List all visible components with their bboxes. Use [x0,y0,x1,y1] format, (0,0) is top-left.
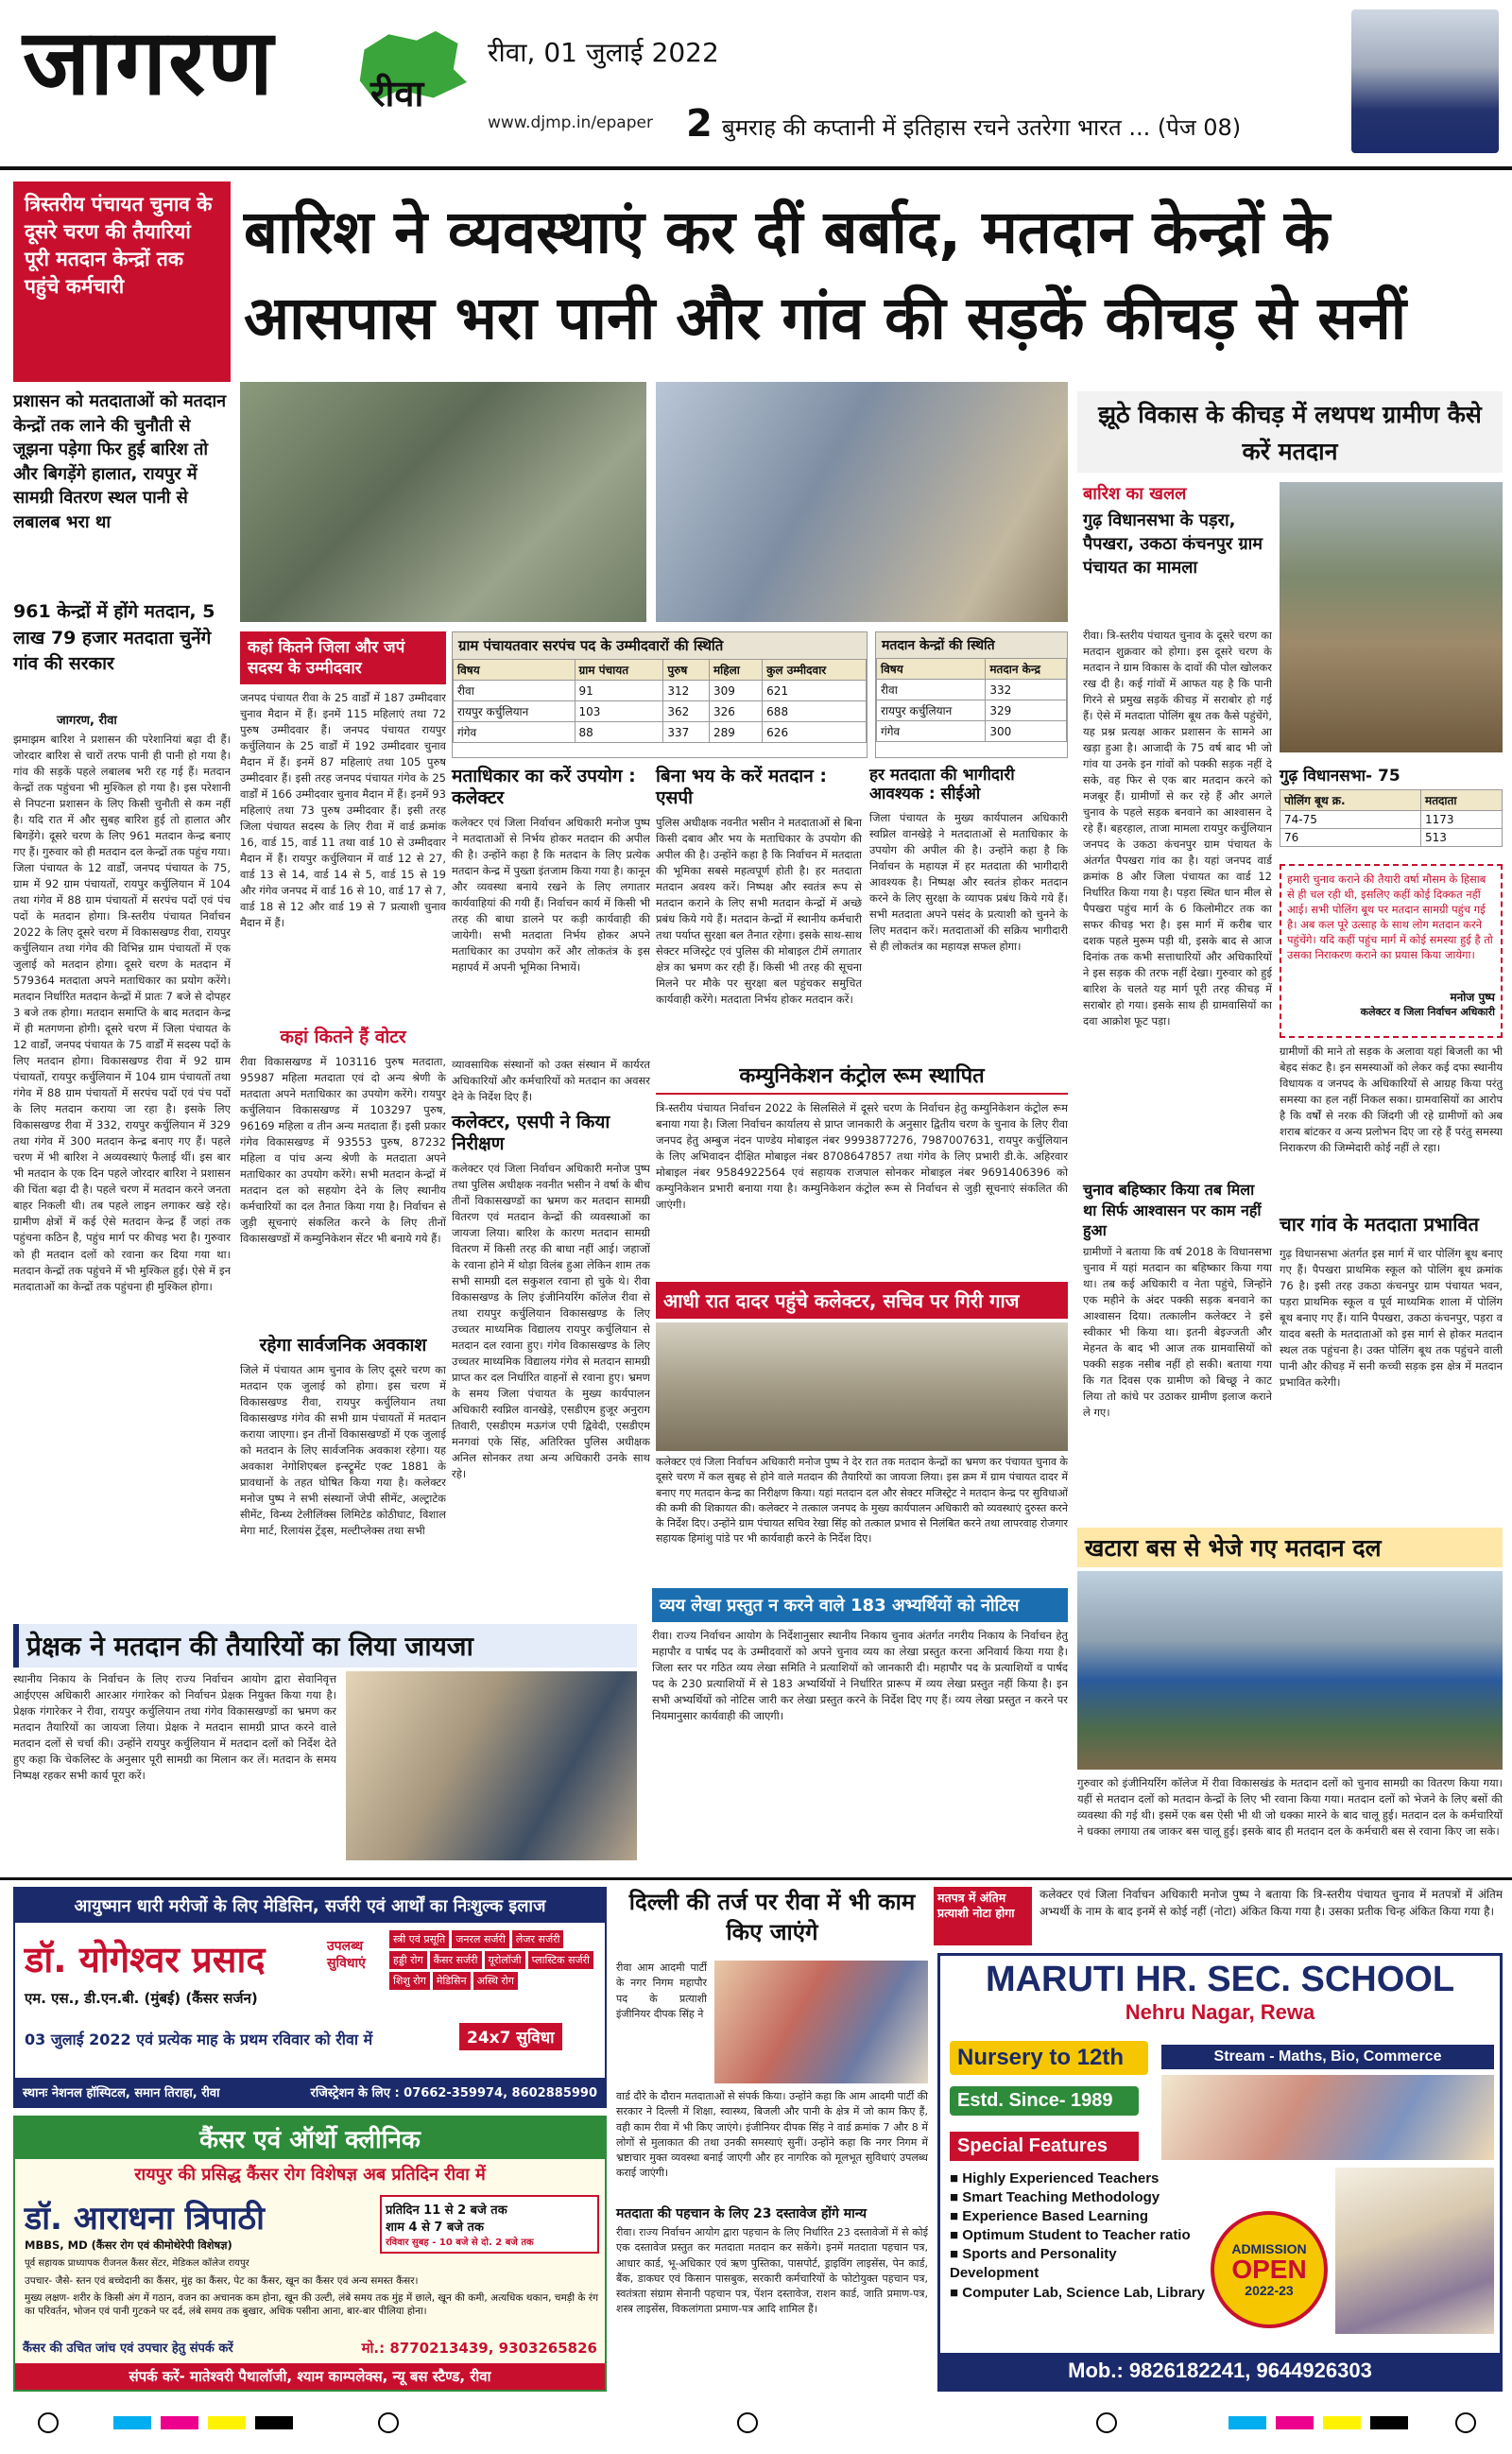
th: पोलिंग बूथ क्र. [1280,790,1421,811]
sidebar-body-2: ग्रामीणों की माने तो सड़क के अलावा यहां बिजली का भी बेहद संकट है। इन समस्याओं को लेकर कई दफा स्थानीय विधायक व जनपद के अधिकारियों से आग्रह किया परंतु समस्या का हल नहीं निकल सका। ग्रामवासियों का आरोप है कि वर्षों से नरक की जिंदगी जी रहे ग्रामीणों को अब शराब बांटकर व अन्य प्रलोभन दिए जा रहे हैं परंतु समस्या निराकरण की जिम्मेदारी कोई नहीं ले रहा। [1280,1045,1503,1155]
collector-story-title: मताधिकार का करें उपयोग : कलेक्टर [452,766,636,808]
table-row [1280,829,1503,847]
th: महिला [709,660,762,681]
cell: 309 [709,681,762,701]
ceo-story-title: हर मतदाता की भागीदारी आवश्यक : सीईओ [869,766,1015,804]
holiday-box-title: रहेगा सार्वजनिक अवकाश [259,1335,427,1356]
website[interactable]: www.djmp.in/epaper [488,113,653,132]
cell: 513 [1421,829,1503,847]
th: ग्राम पंचायत [575,660,663,681]
cell: गंगेव [877,721,986,742]
cell: गंगेव [454,722,576,743]
lead-deck: प्रशासन को मतदाताओं को मतदान केन्द्रों तक लाने की चुनौती से जूझना पड़ेगा फिर हुई बारिश तो और बिगड़ेंगे हालात, रायपुर में सामग्री वितरण स्थल पानी से लबालब भरा था [13,391,227,532]
ad-cancer-title: कैंसर एवं ऑर्थो क्लीनिक [15,2117,605,2159]
ad-cancer-contact: कैंसर की उचित जांच एवं उपचार हेतु संपर्क करें [23,2342,233,2356]
service-tag: स्त्री एवं प्रसूति [389,1930,449,1948]
service-tag: मेडिसिन [433,1972,471,1990]
cell: रायपुर कर्चुलियान [877,700,986,721]
ad-cancer-sub: रायपुर की प्रसिद्ध कैंसर रोग विशेषज्ञ अब प्रतिदिन रीवा में [134,2165,486,2185]
sarpanch-table-title: ग्राम पंचायतवार सरपंच पद के उम्मीदवारों की स्थिति [453,632,867,659]
table-row [1280,811,1503,829]
sidebar-title: झूठे विकास के कीचड़ में लथपथ ग्रामीण कैसे करें मतदान [1077,391,1503,473]
leave-continued: व्यावसायिक संस्थानों को उक्त संस्थान में कार्यरत अधिकारियों और कर्मचारियों को मतदान का अवसर देने के निर्देश दिए हैं। [452,1058,650,1104]
ceo-story [869,766,1068,1049]
sidebar-table-box [1280,764,1503,856]
cell: 300 [986,721,1067,742]
ad-school-grades: Nursery to 12th [950,2041,1148,2075]
ad-cancer-name: डॉ. आराधना त्रिपाठी [25,2200,265,2238]
sidebar-quote-by: मनोज पुष्प [1450,991,1495,1004]
delhi-side: रीवा आम आदमी पार्टी के नगर निगम महापौर पद के प्रत्याशी इंजीनियर दीपक सिंह ने [616,1961,707,2020]
ad-cancer-treat: उपचार- जैसे- स्तन एवं बच्चेदानी का कैंसर, मुंह का कैंसर, पेट का कैंसर, खून का कैंसर एवं अन्य समस्त कैंसर। [25,2275,419,2287]
th: मतदाता [1421,790,1503,811]
ad-school-features [950,2169,1205,2303]
observer-body: स्थानीय निकाय के निर्वाचन के लिए राज्य निर्वाचन आयोग द्वारा सेवानिवृत्त आईएएस अधिकारी आरआर गंगारेकर को निर्वाचन प्रेक्षक नियुक्त किया गया है। प्रेक्षक गंगारेकर ने रीवा, रायपुर कर्चुलियान तथा गंगेव विकासखण्डों का भ्रमण कर मतदान तैयारियों का जायजा लिया। प्रेक्षक ने मतदान सामग्री प्राप्त करने वाले मतदान दलों से चर्चा की। उन्होंने रायपुर कर्चुलियान में मतदान दलों को निर्देश देते हुए कहा कि चेकलिस्ट के अनुसार पूरी सामग्री का मिलान कर लें। मतदान के समय निष्पक्ष रहकर सभी कार्य पूरा करें। [13,1672,336,1783]
sidebar-quote: हमारी चुनाव कराने की तैयारी वर्षा मौसम के हिसाब से ही चल रही थी, इसलिए कहीं कोई दिक्कत नहीं आई। सभी पोलिंग बूथ पर मतदान सामग्री पहुंच गई है। अब कल पूरे उत्साह के साथ लोग मतदान करने पहुंचेंगे। यदि कहीं पहुंच मार्ग में कोई समस्या हुई है तो उसका निराकरण कराने का प्रयास किया जायेगा। [1287,873,1493,962]
sidebar-tag: बारिश का खलल [1083,484,1187,504]
control-room-body: त्रि-स्तरीय पंचायत निर्वाचन 2022 के सिलसिले में दूसरे चरण के निर्वाचन हेतु कम्युनिकेशन कंट्रोल रूम बनाया गया है। जिला निर्वाचन कार्यालय से प्राप्त जानकारी के अनुसार द्वितीय चरण के चुनाव के लिए रीवा जनपद हेतु अम्बुज नंदन पाण्डेय मोबाइल नंबर 9993877276, 7987007631, रायपुर कर्चुलियान के लिए अभिवादन दीक्षित मोबाइल नंबर 8708647857 तथा गंगेव के लिए प्रभारी डी.के. अहिरवार मोबाइल नंबर 9584922564 एवं सहायक राजपाल सोनकर मोबाइल नंबर 9691406396 को कम्युनिकेशन प्रभारी बनाया गया है। कम्युनिकेशन कंट्रोल रूम से निर्वाचन से जुड़ी सूचनाएं संकलित की जाएंगी। [656,1101,1068,1212]
lead-headline-line-1: बारिश ने व्यवस्थाएं कर दीं बर्बाद, मतदान केन्द्रों के [244,198,1331,267]
ad-school-estd: Estd. Since- 1989 [950,2086,1139,2116]
ad-doctor-phone[interactable]: रजिस्ट्रेशन के लिए : 07662-359974, 8602885990 [310,2086,597,2100]
delhi-title: दिल्ली की तर्ज पर रीवा में भी काम किए जाएंगे [628,1889,916,1946]
ad-school-session: 2022-23 [1245,2283,1294,2298]
ad-cancer-contact-row [15,2337,605,2359]
feature-item: ■ Optimum Student to Teacher ratio [950,2227,1191,2244]
table-row [877,721,1067,742]
cell: 312 [663,681,710,701]
holiday-box [240,1335,446,1577]
sidebar-deck: गुढ़ विधानसभा के पड़रा, पैपखरा, उकठा कंचनपुर ग्राम पंचायत का मामला [1083,510,1263,579]
table-row [877,680,1067,700]
ad-cancer-symptoms: मुख्य लक्षण- शरीर के किसी अंग में गठान, वजन का अचानक कम होना, खून की उल्टी, लंबे समय तक मुंह में छाले, खून की कमी, अत्यधिक थकान, चमड़ी के रंग का परिवर्तन, भोजन एवं पानी गुटकने पर दर्द, लंबे समय तक बुखार, अधिक पसीना आना, बार-बार पीलिया होना। [25,2292,599,2318]
ad-school-location: Nehru Nagar, Rewa [1125,2000,1315,2024]
centers-table [876,658,1067,742]
cell: 289 [709,722,762,743]
cell: 362 [663,701,710,722]
cell: 88 [575,722,663,743]
midnight-photo [656,1322,1068,1451]
th: विषय [877,659,986,680]
service-tag: शिशु रोग [389,1972,430,1990]
nota-box [934,1887,1503,1945]
sp-story-title: बिना भय के करें मतदान : एसपी [656,766,827,808]
inspection-title: कलेक्टर, एसपी ने किया निरीक्षण [452,1112,610,1154]
ad-school-photo-2 [1335,2168,1494,2334]
bus-caption: गुरुवार को इंजीनियरिंग कॉलेज में रीवा विकासखंड के मतदान दलों को चुनाव सामग्री का वितरण किया गया। यहीं से मतदान दलों को मतदान केन्द्रों के लिए भी रवाना किया गया। मतदान दलों को भेजने के लिए बसों की व्यवस्था की गई थी। इसमें एक बस ऐसी भी थी जो धक्का मारने के बाद चालू हुई। मतदान दल के कर्मचारियों ने धक्का लगाया तब जाकर बस चालू हुई। इसके बाद ही मतदान दल के कर्मचारी बस से रवाना किए जा सके। [1077,1776,1503,1839]
ad-cancer-degree: MBBS, MD (कैंसर रोग एवं कीमोथेरेपी विशेषज्ञ) [25,2238,232,2252]
th: पुरुष [663,660,710,681]
delhi-story [616,1887,928,2392]
page-number: 2 [686,102,713,146]
table-row [877,700,1067,721]
lead-headline-line-2: आसपास भरा पानी और गांव की सड़कें कीचड़ से सनीं [244,284,1407,354]
feature-item: ■ Highly Experienced Teachers [950,2170,1160,2186]
ad-cancer-timing [380,2195,599,2254]
bus-story [1077,1528,1503,1898]
midnight-story [656,1282,1068,1579]
delhi-photo [714,1961,928,2083]
lead-photo-2 [656,382,1068,622]
voters-box-title: कहां कितने हैं वोटर [280,1027,406,1047]
print-color-bar [0,2407,1512,2443]
lead-kicker: त्रिस्तरीय पंचायत चुनाव के दूसरे चरण की तैयारियां पूरी मतदान केन्द्रों तक पहुंचे कर्मचारी [13,181,231,382]
lead-byline: जागरण, रीवा [57,714,117,728]
ad-doctor-address: स्थानः नेशनल हॉस्पिटल, समान तिराहा, रीवा [23,2086,220,2100]
ad-school-features-title: Special Features [950,2132,1139,2161]
delhi-body: वार्ड दौरे के दौरान मतदाताओं से संपर्क किया। उन्होंने कहा कि आम आदमी पार्टी की सरकार ने दिल्ली में शिक्षा, स्वास्थ्य, बिजली और पानी के क्षेत्र में जो काम किए हैं, वही काम रीवा में भी किए जाएंगे। इंजीनियर दीपक सिंह ने वार्ड क्रमांक 7 और 8 में लोगों से मुलाकात की तथा उनकी समस्याएं सुनीं। उन्होंने कहा कि नगर निगम में भ्रष्टाचार मुक्त व्यवस्था बनाई जाएगी और हर नागरिक को मूलभूत सुविधाएं उपलब्ध कराई जाएंगी। [616,2090,928,2180]
ad-cancer-timing-1: प्रतिदिन 11 से 2 बजे तक [386,2203,507,2218]
ad-school-admission: ADMISSION [1231,2241,1307,2256]
sidebar-body-4: गुढ़ विधानसभा अंतर्गत इस मार्ग में चार पोलिंग बूथ बनाए गए हैं। पैपखरा प्राथमिक स्कूल को पोलिंग बूथ क्रमांक 76 है। इसी तरह उकठा कंचनपुर ग्राम पंचायत भवन, पड़रा प्राथमिक स्कूल व पूर्व माध्यमिक शाला में पोलिंग बूथ बनाए गए हैं। यानि पैपखरा, उकठा कंचनपुर, पड़रा व यादव बस्ती के मतदाताओं को इस मार्ग से होकर मतदान स्थल तक पहुंचना है। उक्त पोलिंग बूथ तक पहुंचने वाली पानी और कीचड़ में सनी कच्ची सड़क इस क्षेत्र में मतदान प्रभावित करेगी। [1280,1247,1503,1390]
ad-cancer-phone[interactable]: मो.: 8770213439, 9303265826 [361,2340,597,2357]
th: विषय [454,660,576,681]
collector-story [452,766,650,1049]
teaser-photo [1351,9,1499,153]
lead-headline [244,189,1503,374]
sidebar-table [1280,789,1503,847]
cell: रायपुर कर्चुलियान [454,701,576,722]
notice-title: व्यय लेखा प्रस्तुत न करने वाले 183 अभ्यर्थियों को नोटिस [652,1588,1068,1622]
ad-cancer-desc: पूर्व सहायक प्राध्यापक रीजनल कैंसर सेंटर, मेडिकल कॉलेज रायपुर [25,2258,249,2269]
ad-cancer-timing-2: शाम 4 से 7 बजे तक [386,2221,484,2235]
service-tag: प्लास्टिक सर्जरी [528,1951,593,1969]
sp-story-body: पुलिस अधीक्षक नवनीत भसीन ने मतदाताओं से बिना किसी दबाव और भय के मताधिकार के उपयोग की अपील की है। उन्होंने कहा है कि निर्वाचन में मतदाता की भूमिका सबसे महत्वपूर्ण होती है। हर मतदाता मतदान अवश्य करें। निष्पक्ष और स्वतंत्र रूप से मतदान कराने के लिए सभी मतदान केन्द्रों में अच्छे प्रबंध किये गये हैं। मतदान केन्द्रों में स्थानीय कर्मचारी तथा पर्याप्त सुरक्षा बल तैनात रहेगा। इसके साथ-साथ सेक्टर मजिस्ट्रेट एवं पुलिस की मोबाइल टीमें लगातार क्षेत्र का भ्रमण कर रही हैं। किसी भी तरह की सूचना मिलने पर मौके पर सुरक्षा बल पहुंचकर समुचित कार्यवाही करेंगे। मतदाता निर्भय होकर मतदान करें। [656,815,862,1006]
notice-body: रीवा। राज्य निर्वाचन आयोग के निर्देशानुसार स्थानीय निकाय चुनाव अंतर्गत नगरीय निकाय के निर्वाचन हेतु महापौर व पार्षद पद के उम्मीदवारों को अपने चुनाव व्यय का लेखा प्रस्तुत करना अनिवार्य किया गया है। जिला स्तर पर गठित व्यय लेखा समिति ने प्रत्याशियों को जानकारी दी। महापौर पद के प्रत्याशियों व पार्षद पद के 230 प्रत्याशियों में से 183 अभ्यर्थियों ने निर्धारित प्रारूप में व्यय लेखा प्रस्तुत नहीं किया है। इन सभी अभ्यर्थियों को नोटिस जारी कर लेखा प्रस्तुत करने के निर्देश दिए गए हैं। व्यय लेखा प्रस्तुत न करने पर नियमानुसार कार्यवाही की जाएगी। [652,1629,1068,1723]
sidebar-sub-2: चुनाव बहिष्कार किया तब मिला था सिर्फ आश्वासन पर काम नहीं हुआ [1083,1180,1272,1240]
control-room-title: कम्युनिकेशन कंट्रोल रूम स्थापित [656,1057,1068,1095]
ad-school-open: OPEN [1231,2255,1307,2284]
sidebar-quote-box [1280,864,1503,1038]
midnight-caption: कलेक्टर एवं जिला निर्वाचन अधिकारी मनोज पुष्प ने देर रात तक मतदान केन्द्रों का भ्रमण कर पंचायत चुनाव के दूसरे चरण में कल सुबह से होने वाले मतदान की तैयारियों का जायजा लिया। इस क्रम में ग्राम पंचायत दादर में बनाए गए मतदान केन्द्र का निरीक्षण किया। यहां मतदान दल और सेक्टर मजिस्ट्रेट ने मतदान केन्द्र पर सुविधाओं की कमी की शिकायत की। कलेक्टर ने तत्काल जनपद के मुख्य कार्यपालन अधिकारी को व्यवस्थाएं दुरुस्त करने के निर्देश दिए। उन्होंने ग्राम पंचायत सचिव रेखा सिंह को तत्काल प्रभाव से निलंबित करने तथा लापरवाह रोजगार सहायक हिमांशु पांडे पर भी कार्यवाही करने के निर्देश दिए। [656,1456,1068,1546]
voters-box-body: रीवा विकासखण्ड में 103116 पुरुष मतदाता, 95987 महिला मतदाता एवं दो अन्य श्रेणी के मतदाता अपने मताधिकार का उपयोग करेंगे। रायपुर कर्चुलियान विकासखण्ड में 103297 पुरुष, 96169 महिला व तीन अन्य मतदाता हैं। इसी प्रकार गंगेव विकासखण्ड में 93553 पुरुष, 87232 महिला व पांच अन्य श्रेणी के मतदाता अपने मताधिकार का उपयोग करेंगे। सभी मतदान केन्द्रों में मतदान दल को सहयोग देने के लिए स्थानीय कर्मचारियों का दल तैनात किया गया है। निर्वाचन से जुड़ी सूचनाएं संकलित करने के लिए तीनों विकासखण्डों में कम्युनिकेशन सेंटर भी बनाये गये हैं। [240,1054,446,1245]
nota-label: मतपत्र में अंतिम प्रत्याशी नोटा होगा [934,1887,1032,1945]
observer-photo [346,1671,637,1860]
feature-item: ■ Computer Lab, Science Lab, Library [950,2284,1205,2301]
centers-table-box [875,631,1068,758]
sidebar-quote-role: कलेक्टर व जिला निर्वाचन अधिकारी [1360,1006,1495,1018]
cell: रीवा [877,680,986,700]
bus-photo [1077,1571,1503,1770]
voters-box [240,1027,446,1327]
ad-school-admission-badge [1211,2211,1328,2328]
lead-photo-1 [240,382,646,622]
ad-doctor-footer [15,2078,605,2106]
midnight-title: आधी रात दादर पहुंचे कलेक्टर, सचिव पर गिरी गाज [656,1282,1068,1319]
ad-cancer [13,2116,607,2392]
cell: 103 [575,701,663,722]
cell: 626 [763,722,867,743]
ad-school-stream: Stream - Maths, Bio, Commerce [1161,2045,1494,2069]
masthead [0,0,1512,172]
ad-doctor-available: उपलब्ध सुविधाएं [327,1939,366,1972]
sarpanch-table-box [452,631,868,758]
cell: 91 [575,681,663,701]
ad-doctor-tag: 24x7 सुविधा [459,2023,562,2050]
feature-item: ■ Experience Based Learning [950,2208,1148,2225]
control-room-story [656,1057,1068,1274]
inspection-story [452,1112,650,1579]
holiday-box-body: जिले में पंचायत आम चुनाव के लिए दूसरे चरण का मतदान एक जुलाई को होगा। इस चरण में विकासखण्ड रीवा, रायपुर कर्चुलियान तथा विकासखण्ड गंगेव की सभी ग्राम पंचायतों में मतदान कराया जाएगा। इन तीनों विकासखण्डों में एक जुलाई को मतदान के लिए सार्वजनिक अवकाश रहेगा। यह अवकाश नेगोशिएबल इन्स्ट्रूमेंट एक्ट 1881 के प्रावधानों के तहत घोषित किया गया है। कलेक्टर मनोज पुष्प ने सभी संस्थानों जेपी सीमेंट, अल्ट्राटेक सीमेंट, विन्ध्य टेलीलिंक्स लिमिटेड कोठीघाट, विशाल मेगा मार्ट, रिलायंस ट्रेंड्स, मल्टीप्लेक्स तथा सभी [240,1362,446,1537]
service-tag: अस्थि रोग [473,1972,518,1990]
delhi-sub: मतदाता की पहचान के लिए 23 दस्तावेज होंगे मान्य [616,2206,868,2221]
cell: 329 [986,700,1067,721]
brand-logo: जागरण [23,9,275,115]
table-row [454,722,867,743]
centers-table-title: मतदान केन्द्रों की स्थिति [876,632,1067,658]
observer-title: प्रेक्षक ने मतदान की तैयारियों का लिया जायजा [13,1624,637,1668]
service-tag: कैंसर सर्जरी [430,1951,482,1969]
sp-story [656,766,862,1049]
th: कुल उम्मीदवार [763,660,867,681]
cell: 337 [663,722,710,743]
collector-story-body: कलेक्टर एवं जिला निर्वाचन अधिकारी मनोज पुष्प ने मतदाताओं से निर्भय होकर मतदान की अपील की है। उन्होंने कहा है कि मतदान के लिए प्रत्येक मतदान केन्द्र में पुख्ता इंतजाम किया गया है। कानून और व्यवस्था बनाये रखने के लिए लगातार कार्यवाहियां की गयी हैं। निर्वाचन कार्य में किसी भी तरह की बाधा डालने पर कड़ी कार्यवाही की जायेगी। सभी मतदाता निर्भय होकर अपने मताधिकार का उपयोग करें और लोकतंत्र के इस महापर्व में अपनी भूमिका निभायें। [452,815,650,974]
teaser[interactable]: बुमराह की कप्तानी में इतिहास रचने उतरेगा भारत ... (पेज 08) [722,114,1242,141]
ad-doctor-date-line: 03 जुलाई 2022 एवं प्रत्येक माह के प्रथम रविवार को रीवा में [25,2031,373,2048]
ad-school-name: MARUTI HR. SEC. SCHOOL [985,1960,1455,1999]
ad-cancer-timing-3: रविवार सुबह - 10 बजे से दो. 2 बजे तक [386,2238,534,2248]
sidebar-body: रीवा। त्रि-स्तरीय पंचायत चुनाव के दूसरे चरण का मतदान शुक्रवार को होगा। इस दूसरे चरण के मतदान ने ग्राम विकास के दावों की पोल खोलकर रख दी है। कई गांवों में आफत यह है कि पानी गिरने से प्रमुख सड़कें कीचड़ में सराबोर हो गई हैं। ऐसे में मतदाता पोलिंग बूथ तक कैसे पहुंचेंगे, यह प्रश्न प्रत्यक्ष आकर प्रशासन के सामने आ खड़ा हुआ है। आजादी के 75 वर्ष बाद भी जो गांव या उनके इन गांवों को पक्की सड़क नहीं दे सके, वह फिर से एक बार मतदान करने को मजबूर हैं। ग्रामीणों से कर रहे हैं और अगले चुनाव के पहले सड़क बनवाने का आश्वासन दे रहे हैं। बहरहाल, ताजा मामला रायपुर कर्चुलियान जनपद के उकठा कंचनपुर ग्राम पंचायत के अंतर्गत पैपखरा गांव का है। यहां जनपद वार्ड क्रमांक 8 और जिला पंचायत का वार्ड 12 निर्धारित किया गया है। पड़रा स्थित धान मील से पैपखरा पहुंच मार्ग के 6 किलोमीटर तक का सफर कीचड़ भरा है। इस मार्ग में करीब चार दशक पहले मुरूम पड़ी थी, इसके बाद से आज दिनांक तक कभी सत्ताधारियों और अधिकारियों ने इस सड़क की तरफ नहीं देखा। गुरुवार को हुई बारिश के चलते यह मार्ग पूरी तरह कीचड़ में सराबोर हो गया। इसके साथ ही ग्रामवासियों का दवा आक्रोश फूट पड़ा। [1083,629,1272,1028]
ad-school-mobile[interactable]: Mob.: 9826182241, 9644926303 [940,2353,1500,2389]
ad-doctor-banner: आयुष्मान धारी मरीजों के लिए मेडिसिन, सर्जरी एवं आर्थों का निःशुल्क इलाज [15,1889,605,1923]
inspection-body: कलेक्टर एवं जिला निर्वाचन अधिकारी मनोज पुष्प तथा पुलिस अधीक्षक नवनीत भसीन ने वर्षा के बीच तीनों विकासखण्डों का भ्रमण कर मतदान सामग्री वितरण एवं मतदान केन्द्रों की व्यवस्थाओं का जायजा लिया। बारिश के कारण मतदान सामग्री वितरण में किसी तरह की बाधा नहीं आई। जहाजों के रवाना होने में थोड़ा विलंब हुआ लेकिन शाम तक सभी सामग्री दल सकुशल रवाना हो चुके थे। रीवा विकासखण्ड के लिए इंजीनियरिंग कॉलेज रीवा से तथा रायपुर कर्चुलियान विकासखण्ड के लिए उच्चतर माध्यमिक विद्यालय रायपुर कर्चुलियान से मतदान दल रवाना हुए। गंगेव विकासखण्ड के लिए उच्चतर माध्यमिक विद्यालय गंगेव से मतदान सामग्री प्राप्त कर दल निर्धारित वाहनों से रवाना हुए। भ्रमण के समय जिला पंचायत के मुख्य कार्यपालन अधिकारी स्वप्निल वानखेड़े, एसडीएम हुजूर अनुराग तिवारी, एसडीएम मऊगंज एपी द्विवेदी, एसडीएम मनगवां एके सिंह, अतिरिक्त पुलिस अधीक्षक अनिल सोनकर तथा अन्य अधिकारी उनके साथ रहे। [452,1161,650,1480]
nota-body: कलेक्टर एवं जिला निर्वाचन अधिकारी मनोज पुष्प ने बताया कि त्रि-स्तरीय पंचायत चुनाव में मतपत्रों में अंतिम अभ्यर्थी के नाम के बाद इनमें से कोई नहीं (नोटा) अंकित किया गया है। उसका प्रतीक चिन्ह अंकित किया गया है। [1040,1888,1503,1918]
ward-box-title: कहां कितने जिला और जपं सदस्य के उम्मीदवार [240,631,446,684]
date-line: रीवा, 01 जुलाई 2022 [488,37,719,68]
ward-box [240,631,446,1017]
ad-school [937,1953,1503,2392]
ad-doctor-name: डॉ. योगेश्वर प्रसाद [25,1939,266,1980]
ad-doctor [13,1887,607,2108]
cell: 621 [763,681,867,701]
ad-doctor-degree: एम. एस., डी.एन.बी. (मुंबई) (कैंसर सर्जन) [25,1990,258,2007]
cell: 688 [763,701,867,722]
cell: रीवा [454,681,576,701]
sidebar-sub-3: चार गांव के मतदाता प्रभावित [1280,1213,1479,1236]
sarpanch-table [453,659,867,743]
ceo-story-body: जिला पंचायत के मुख्य कार्यपालन अधिकारी स्वप्निल वानखेड़े ने मतदाताओं से मताधिकार के उपयोग की अपील की है। उन्होंने कहा है कि निर्वाचन के महायज्ञ में हर मतदाता की भागीदारी आवश्यक है। निष्पक्ष और स्वतंत्र होकर मतदान करने के लिए सुरक्षा के व्यापक प्रबंध किये गये हैं। सभी मतदाता अपने पसंद के प्रत्याशी को चुनने के लिए मतदान करें। मतदाताओं की सक्रिय भागीदारी से ही लोकतंत्र का महायज्ञ सफल होगा। [869,810,1068,953]
table-row [454,701,867,722]
cell: 74-75 [1280,811,1421,829]
lead-body: झमाझम बारिश ने प्रशासन की परेशानियां बढ़ा दी हैं। जोरदार बारिश से चारों तरफ पानी ही पानी हो गया है। गांव की सड़कें पहले लबालब भरी रह गई हैं। मतदान केन्द्रों तक पहुंचना भी मुश्किल हो गया है। इस परेशानी से निपटना प्रशासन के लिए किसी चुनौती से कम नहीं है। यदि रात में और सुबह बारिश हुई तो हालात और बिगड़ेंगे। दूसरे चरण के लिए 961 मतदान केन्द्र बनाए गए हैं। गुरुवार को ही मतदान दल केन्द्रों तक पहुंच गया। जिला पंचायत के 12 वार्डों, जनपद पंचायत के 75, ग्राम में 92 ग्राम पंचायतों, रायपुर कर्चुलियान में 104 तथा गंगेव में 88 ग्राम पंचायतों में सरपंच पदों एवं पंच पदों के मतदान होगा। त्रि-स्तरीय पंचायत निर्वाचन 2022 के लिए दूसरे चरण में विकासखण्ड रीवा, रायपुर कर्चुलियान तथा गंगेव की विभिन्न ग्राम पंचायतों में एक जुलाई को मतदान होगा। दूसरे चरण के मतदान में 579364 मतदाता अपने मताधिकार का प्रयोग करेंगे। मतदान निर्धारित मतदान केन्द्रों में प्रातः 7 बजे से दोपहर 3 बजे तक होगा। मतदान समाप्ति के बाद मतदान केन्द्र में ही मतगणना होगी। दूसरे चरण में जिला पंचायत के 12 वार्डों, जनपद पंचायत के 75 वार्डों में सदस्य पदों के लिए मतदान होगा। विकासखण्ड रीवा में 92 ग्राम पंचायतों, रायपुर कर्चुलियान में 104 ग्राम पंचायतों तथा गंगेव में 88 ग्राम पंचायतों में सरपंच पदों एवं पंच पदों के लिए मतदान कराया जा रहा है। इसके लिए विकासखण्ड रीवा में 332, रायपुर कर्चुलियान में 329 तथा गंगेव में 300 मतदान केन्द्र बनाए गए हैं। पहले चरण में भी बारिश ने अव्यवस्थाएं फैलाई थीं। इस बार भी मतदान के एक दिन पहले जोरदार बारिश ने प्रशासन की चिंता बढ़ा दी है। पहले चरण में मतदान करने जनता बाहर निकली थी। तब पहले लाइन लगाकर खड़े रहे। ग्रामीण क्षेत्रों में कई ऐसे मतदान केन्द्र हैं जहां तक पहुंचना कठिन है, पहुंच मार्ग पर कीचड़ भरा है। गुरुवार को ही मतदान दलों को रवाना कर दिया गया था। मतदान केन्द्रों तक पहुंचने में भी मुश्किल हुई। ऐसे में इन मतदाताओं का केन्द्रों तक पहुंचना ही मुश्किल होगा। [13,733,231,1293]
table-row [454,681,867,701]
bus-title: खटारा बस से भेजे गए मतदान दल [1077,1528,1503,1567]
ad-school-photo [1161,2075,1494,2160]
cell: 332 [986,680,1067,700]
th: मतदान केन्द्र [986,659,1067,680]
notice-story [652,1588,1068,1868]
ad-doctor-services [389,1930,603,1990]
service-tag: हड्डी रोग [389,1951,427,1969]
ward-box-body: जनपद पंचायत रीवा के 25 वार्डों में 187 उम्मीदवार चुनाव मैदान में हैं। इनमें 115 महिलाएं तथा 72 पुरुष उम्मीदवार हैं। जनपद पंचायत रायपुर कर्चुलियान के 25 वार्डों में 192 उम्मीदवार चुनाव मैदान में हैं। इनमें 87 महिलाएं तथा 105 पुरुष उम्मीदवार हैं। इसी तरह जनपद पंचायत गंगेव के 25 वार्डों में 166 उम्मीदवार चुनाव मैदान में हैं। इनमें 93 महिलाएं तथा 73 पुरुष उम्मीदवार हैं। इसी तरह जिला पंचायत सदस्य के लिए रीवा में वार्ड क्रमांक 16, वार्ड 15, वार्ड 11 तथा वार्ड 10 से उम्मीदवार मैदान में हैं। रायपुर कर्चुलियान में वार्ड 12 से 27, वार्ड 13 से 14, वार्ड 14 से 5, वार्ड 15 से 19 और गंगेव जनपद में वार्ड 16 से 10, वार्ड 17 से 7, वार्ड 18 से 12 और वार्ड 19 से 7 प्रत्याशी चुनाव मैदान में हैं। [240,691,446,930]
service-tag: लेजर सर्जरी [512,1930,564,1948]
lead-stat: 961 केन्द्रों में होंगे मतदान, 5 लाख 79 हजार मतदाता चुनेंगे गांव की सरकार [13,601,215,675]
service-tag: यूरोलॉजी [485,1951,525,1969]
feature-item: ■ Smart Teaching Methodology [950,2189,1160,2206]
ad-cancer-address: संपर्क करें- मातेश्वरी पैथालॉजी, श्याम काम्पलेक्स, न्यू बस स्टैण्ड, रीवा [15,2363,605,2390]
edition-name: रीवा [370,73,424,114]
cell: 76 [1280,829,1421,847]
observer-story [13,1624,637,1868]
sidebar-body-3: ग्रामीणों ने बताया कि वर्ष 2018 के विधानसभा चुनाव में यहां मतदान का बहिष्कार किया गया था। तब कई अधिकारी व नेता पहुंचे, जिन्होंने एक महीने के अंदर पक्की सड़क बनवाने का आश्वासन दिया। तत्कालीन कलेक्टर ने इसे स्वीकार भी किया था। इतनी बेइज्जती और मेहनत के बाद भी आज तक ग्रामवासियों को पक्की सड़क नसीब नहीं हो सकी। बताया गया कि गत दिवस एक ग्रामीण को बिच्छू ने काट लिया तो कांधे पर उठाकर ग्रामीण इलाज कराने ले गए। [1083,1245,1272,1420]
delhi-body-2: रीवा। राज्य निर्वाचन आयोग द्वारा पहचान के लिए निर्धारित 23 दस्तावेजों में से कोई एक दस्तावेज प्रस्तुत कर मतदाता मतदान कर सकेंगे। इनमें मतदाता पहचान पत्र, आधार कार्ड, भू-अधिकार एवं ऋण पुस्तिका, पासपोर्ट, ड्राइविंग लाइसेंस, पेन कार्ड, बैंक, डाकघर एवं किसान पासबुक, सरकारी कर्मचारियों के फोटोयुक्त पहचान पत्र, स्वतंत्रता संग्राम सेनानी पहचान पत्र, पेंशन दस्तावेज, राशन कार्ड, जाति प्रमाण-पत्र, शस्त्र लाइसेंस, विकलांगता प्रमाण-पत्र आदि शामिल हैं। [616,2226,928,2316]
service-tag: जनरल सर्जरी [452,1930,509,1948]
cell: 1173 [1421,811,1503,829]
sidebar-road-photo [1280,482,1503,752]
sidebar-table-title: गुढ़ विधानसभा- 75 [1280,767,1400,786]
cell: 326 [709,701,762,722]
feature-item: ■ Sports and Personality Development [950,2246,1117,2282]
